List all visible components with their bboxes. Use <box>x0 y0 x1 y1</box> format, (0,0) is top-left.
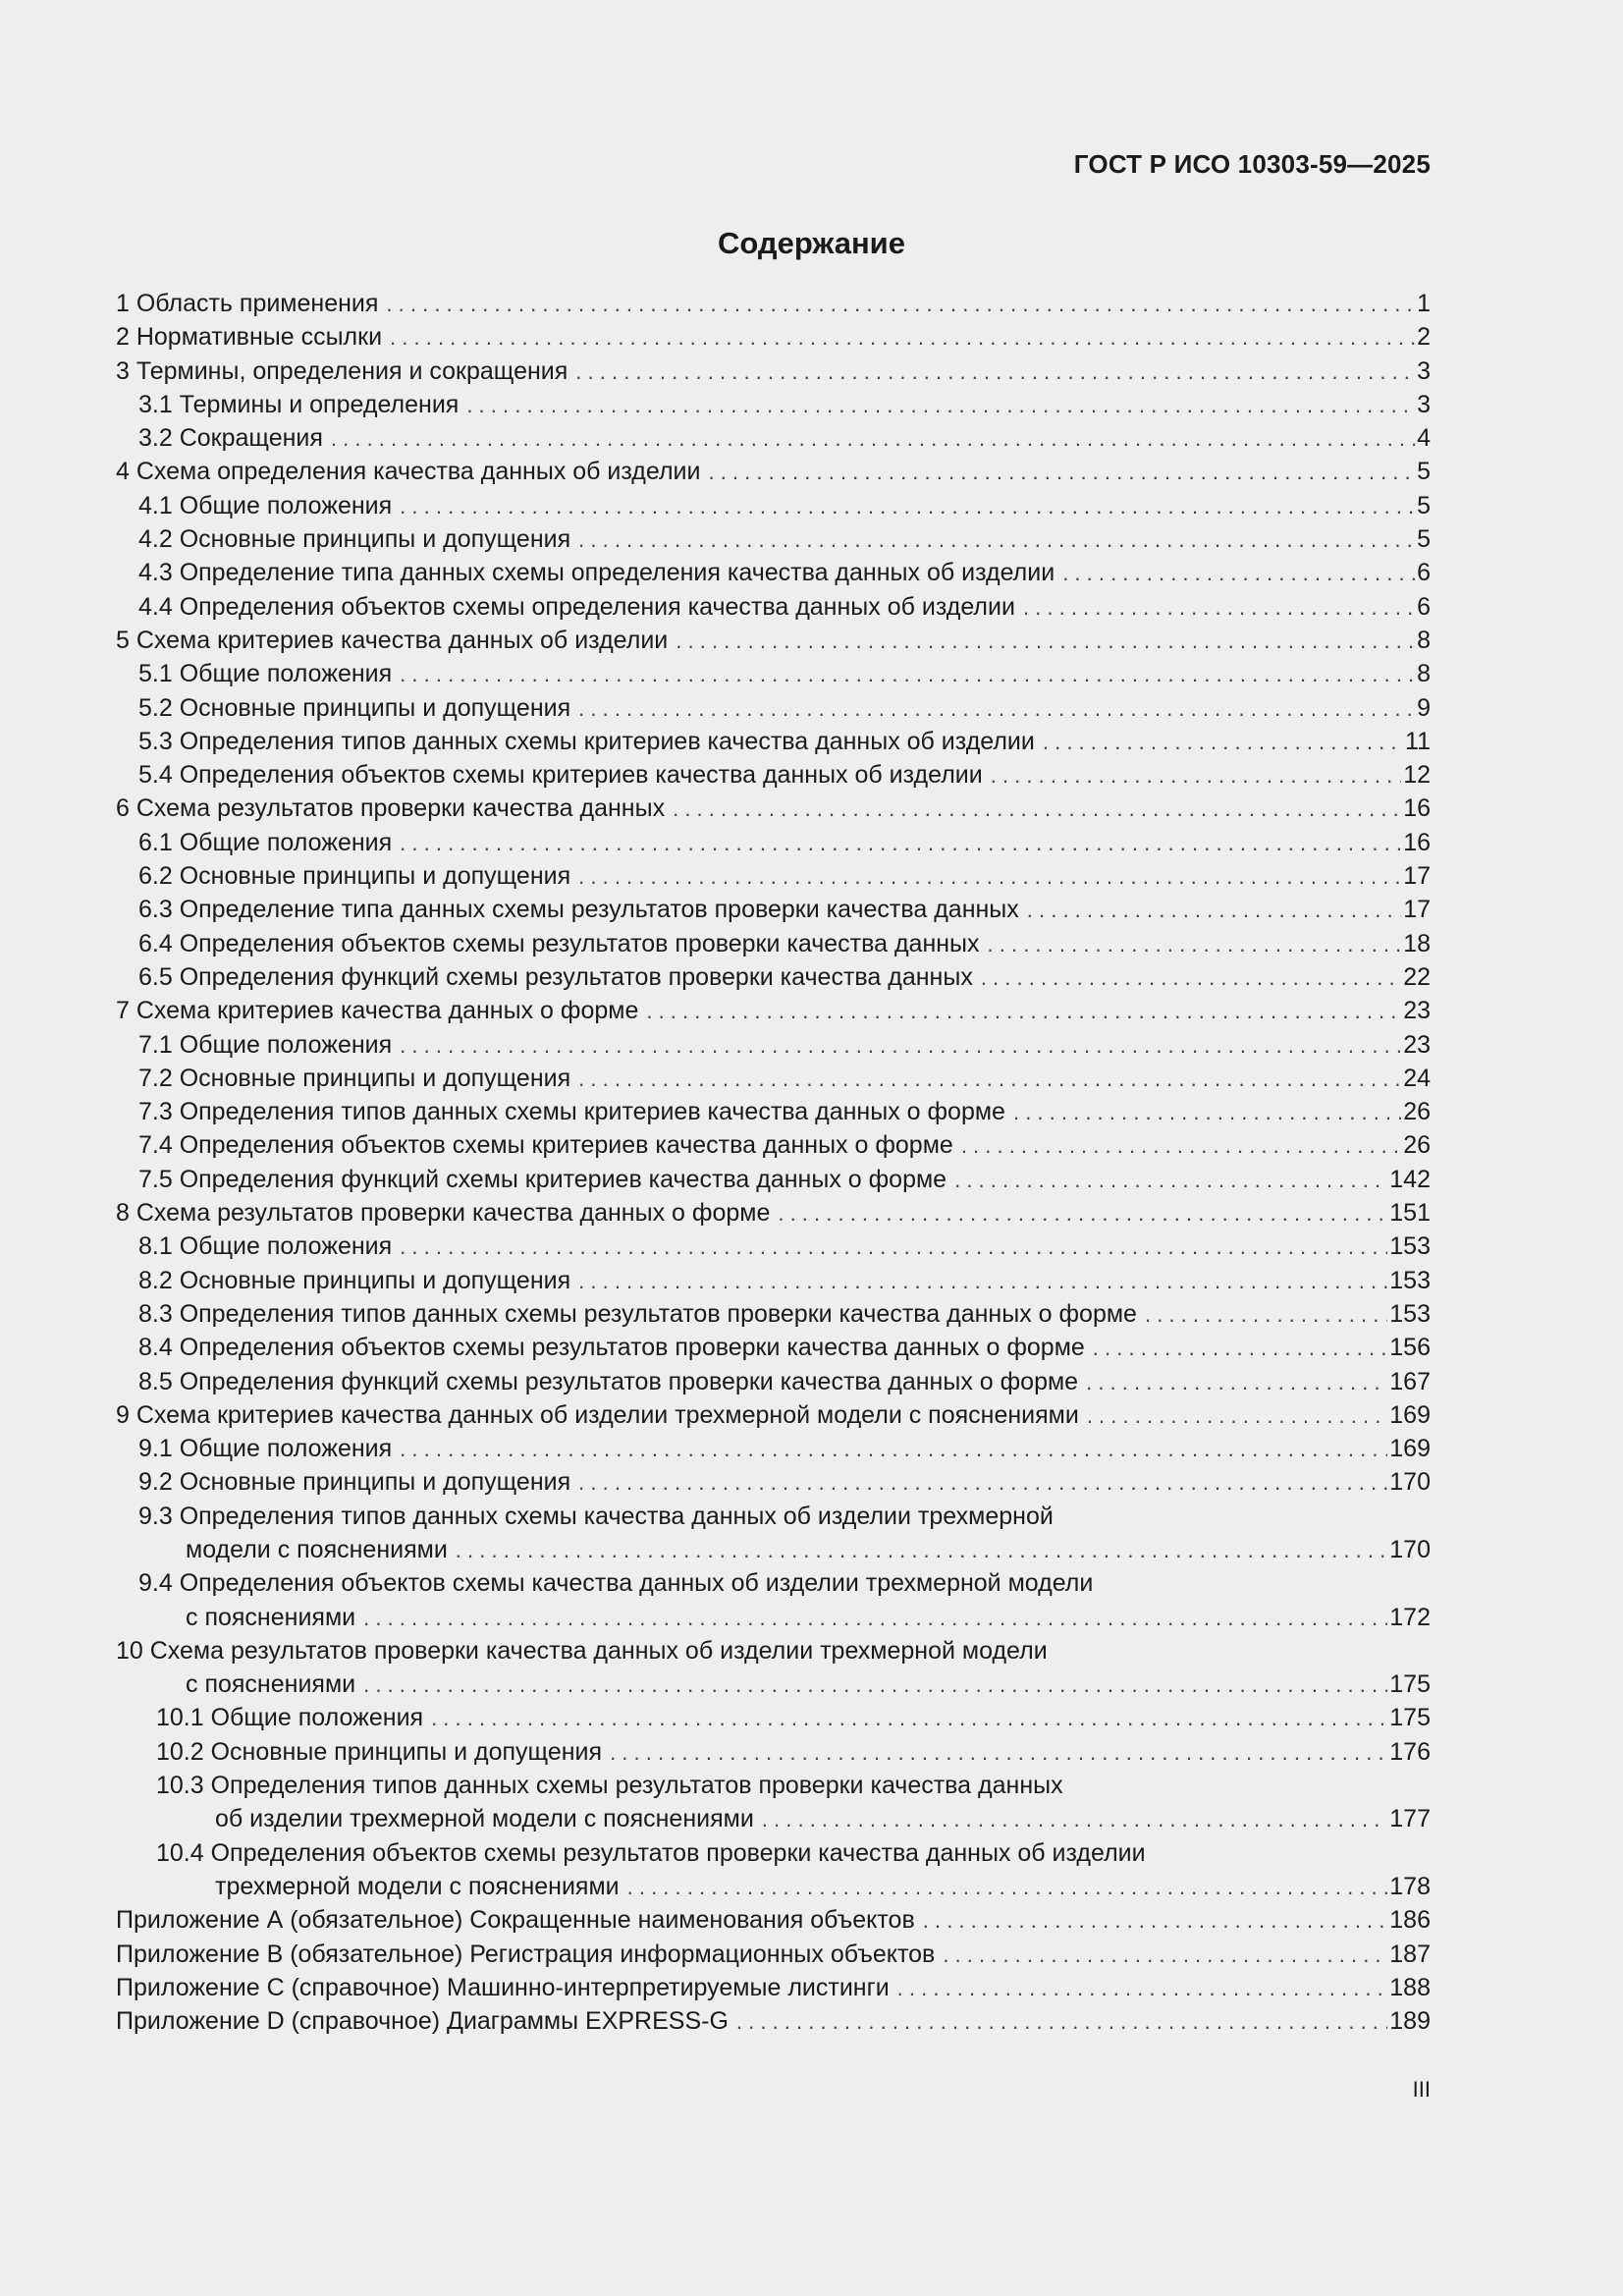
toc-entry[interactable] <box>116 1769 1431 1802</box>
toc-leader-dots <box>1062 557 1415 590</box>
toc-entry-page: 189 <box>1389 2007 1431 2036</box>
toc-leader-dots <box>400 1029 1401 1063</box>
toc-entry-title: 6.4 Определения объектов схемы результатов проверки качества данных <box>138 929 980 957</box>
toc-entry[interactable] <box>116 1297 1431 1331</box>
toc-entry-page: 153 <box>1389 1299 1431 1328</box>
toc-entry-page: 178 <box>1389 1872 1431 1900</box>
toc-entry-title: 4.4 Определения объектов схемы определения качества данных об изделии <box>138 592 1015 621</box>
toc-leader-dots <box>466 389 1415 422</box>
toc-entry[interactable] <box>116 758 1431 792</box>
toc-entry-title: 7.1 Общие положения <box>138 1030 393 1059</box>
toc-leader-dots <box>961 1129 1401 1163</box>
toc-entry-title: 10.2 Основные принципы и допущения <box>156 1737 603 1766</box>
toc-entry[interactable] <box>116 960 1431 994</box>
toc-entry[interactable] <box>116 1870 1431 1903</box>
toc-leader-dots <box>943 1939 1387 1972</box>
toc-entry[interactable] <box>116 1634 1431 1667</box>
toc-entry[interactable] <box>116 1971 1431 2004</box>
toc-entry-page: 23 <box>1403 1030 1431 1059</box>
toc-entry[interactable] <box>116 826 1431 859</box>
toc-entry[interactable] <box>116 725 1431 758</box>
toc-entry[interactable] <box>116 691 1431 725</box>
toc-leader-dots <box>991 759 1401 793</box>
toc-entry-page: 26 <box>1403 1098 1431 1126</box>
toc-leader-dots <box>400 490 1415 523</box>
toc-entry-page: 170 <box>1389 1468 1431 1497</box>
toc-entry[interactable] <box>116 1196 1431 1230</box>
toc-entry-page: 24 <box>1403 1064 1431 1092</box>
toc-entry-title: 3.2 Сокращения <box>138 424 323 453</box>
toc-entry-page: 16 <box>1403 828 1431 856</box>
toc-entry-page: 186 <box>1389 1906 1431 1935</box>
toc-leader-dots <box>456 1534 1387 1567</box>
toc-entry-title: Приложение D (справочное) Диаграммы EXPRESS-G <box>116 2007 729 2036</box>
toc-leader-dots <box>578 1466 1387 1500</box>
toc-entry[interactable] <box>116 1667 1431 1701</box>
toc-entry-page: 156 <box>1389 1334 1431 1362</box>
toc-entry-page: 9 <box>1417 693 1431 722</box>
toc-leader-dots <box>578 523 1415 557</box>
toc-entry[interactable] <box>116 522 1431 556</box>
toc-entry[interactable] <box>116 1465 1431 1499</box>
toc-leader-dots <box>578 860 1401 894</box>
toc-entry-title: Приложение В (обязательное) Регистрация информационных объектов <box>116 1940 936 1968</box>
toc-leader-dots <box>676 625 1415 658</box>
toc-entry[interactable] <box>116 1500 1431 1533</box>
toc-entry-title: 8.4 Определения объектов схемы результатов проверки качества данных о форме <box>138 1334 1085 1362</box>
toc-entry[interactable] <box>116 927 1431 960</box>
toc-leader-dots <box>578 1265 1387 1298</box>
toc-leader-dots <box>1023 591 1415 625</box>
toc-entry-page: 153 <box>1389 1266 1431 1294</box>
toc-leader-dots <box>363 1668 1387 1702</box>
toc-entry-title: 7.4 Определения объектов схемы критериев качества данных о форме <box>138 1131 953 1160</box>
toc-entry-title: 9 Схема критериев качества данных об изделии трехмерной модели с пояснениями <box>116 1400 1079 1429</box>
toc-entry[interactable] <box>116 556 1431 589</box>
toc-leader-dots <box>923 1904 1388 1938</box>
toc-entry[interactable] <box>116 994 1431 1027</box>
toc-entry[interactable] <box>116 1802 1431 1835</box>
toc-entry-title: с пояснениями <box>186 1603 356 1631</box>
toc-entry-page: 18 <box>1403 929 1431 957</box>
toc-entry-page: 8 <box>1417 626 1431 654</box>
toc-entry-page: 188 <box>1389 1973 1431 2001</box>
toc-leader-dots <box>736 2005 1387 2039</box>
toc-leader-dots <box>673 793 1401 826</box>
toc-entry-page: 187 <box>1389 1940 1431 1968</box>
toc-entry-page: 4 <box>1417 424 1431 453</box>
toc-entry-page: 12 <box>1403 761 1431 790</box>
toc-entry[interactable] <box>116 657 1431 690</box>
toc-entry-page: 175 <box>1389 1704 1431 1732</box>
toc-entry-page: 142 <box>1389 1165 1431 1193</box>
toc-entry[interactable] <box>116 624 1431 657</box>
toc-entry[interactable] <box>116 455 1431 488</box>
toc-entry-page: 2 <box>1417 323 1431 352</box>
toc-entry[interactable] <box>116 1163 1431 1196</box>
toc-entry-page: 169 <box>1389 1435 1431 1463</box>
toc-entry-title: 10.1 Общие положения <box>156 1704 424 1732</box>
toc-entry[interactable] <box>116 287 1431 320</box>
toc-entry-title: 8.1 Общие положения <box>138 1232 393 1261</box>
toc-entry[interactable] <box>116 1331 1431 1364</box>
toc-entry-title: 5.1 Общие положения <box>138 660 393 688</box>
toc-entry[interactable] <box>116 1432 1431 1465</box>
page-title: Содержание <box>718 226 905 260</box>
toc-entry-title: 4.3 Определение типа данных схемы определения качества данных об изделии <box>138 559 1055 587</box>
toc-entry[interactable] <box>116 1062 1431 1095</box>
toc-entry-title: 4.1 Общие положения <box>138 491 393 519</box>
toc-entry-title: 5.3 Определения типов данных схемы критериев качества данных об изделии <box>138 727 1035 755</box>
toc-entry-title: 8.2 Основные принципы и допущения <box>138 1266 571 1294</box>
toc-entry[interactable] <box>116 1533 1431 1566</box>
toc-entry-title: Приложение С (справочное) Машинно-интерпретируемые листинги <box>116 1973 890 2001</box>
toc-entry[interactable] <box>116 1264 1431 1297</box>
toc-leader-dots <box>708 456 1415 489</box>
toc-entry-title: 10.3 Определения типов данных схемы результатов проверки качества данных <box>156 1772 1063 1800</box>
toc-entry-title: 7.3 Определения типов данных схемы критериев качества данных о форме <box>138 1098 1005 1126</box>
toc-leader-dots <box>578 692 1415 726</box>
toc-entry-title: 1 Область применения <box>116 290 379 317</box>
table-of-contents <box>116 287 1431 2038</box>
toc-entry-page: 3 <box>1417 390 1431 418</box>
toc-entry[interactable] <box>116 893 1431 926</box>
toc-entry-page: 17 <box>1403 896 1431 924</box>
toc-leader-dots <box>331 422 1415 456</box>
toc-entry-page: 6 <box>1417 592 1431 621</box>
toc-entry-page: 1 <box>1417 290 1431 317</box>
toc-entry-title: 7.2 Основные принципы и допущения <box>138 1064 571 1092</box>
toc-entry[interactable] <box>116 1903 1431 1937</box>
toc-leader-dots <box>778 1197 1387 1230</box>
toc-entry-title: 6.1 Общие положения <box>138 828 393 856</box>
toc-entry-page: 3 <box>1417 356 1431 385</box>
toc-entry[interactable] <box>116 792 1431 825</box>
toc-entry-page: 176 <box>1389 1737 1431 1766</box>
standard-number: ГОСТ Р ИСО 10303-59—2025 <box>1073 149 1431 179</box>
toc-leader-dots <box>1093 1332 1387 1365</box>
toc-entry[interactable] <box>116 1095 1431 1128</box>
toc-entry-page: 169 <box>1389 1400 1431 1429</box>
toc-entry-page: 153 <box>1389 1232 1431 1261</box>
toc-entry-title: 7 Схема критериев качества данных о форме <box>116 997 639 1025</box>
toc-entry-title: 4 Схема определения качества данных об изделии <box>116 458 701 486</box>
toc-entry-page: 26 <box>1403 1131 1431 1160</box>
toc-entry-title: с пояснениями <box>186 1670 356 1699</box>
toc-entry[interactable] <box>116 388 1431 421</box>
toc-entry-title: 8 Схема результатов проверки качества данных о форме <box>116 1199 771 1228</box>
toc-entry[interactable] <box>116 590 1431 624</box>
toc-entry-title: 5.4 Определения объектов схемы критериев качества данных об изделии <box>138 761 983 790</box>
toc-entry[interactable] <box>116 1735 1431 1769</box>
toc-leader-dots <box>897 1972 1388 2005</box>
toc-entry[interactable] <box>116 355 1431 388</box>
toc-entry-title: трехмерной модели с пояснениями <box>215 1872 620 1900</box>
toc-entry[interactable] <box>116 1701 1431 1734</box>
toc-entry[interactable] <box>116 1028 1431 1062</box>
toc-leader-dots <box>1086 1366 1387 1399</box>
toc-entry-page: 175 <box>1389 1670 1431 1699</box>
toc-entry-title: 6.2 Основные принципы и допущения <box>138 862 571 891</box>
toc-entry-page: 170 <box>1389 1535 1431 1563</box>
toc-leader-dots <box>400 658 1415 691</box>
toc-entry-title: Приложение А (обязательное) Сокращенные наименования объектов <box>116 1906 915 1935</box>
toc-leader-dots <box>1013 1096 1401 1129</box>
toc-entry-page: 6 <box>1417 559 1431 587</box>
toc-entry-title: 5 Схема критериев качества данных об изделии <box>116 626 669 654</box>
toc-entry-page: 22 <box>1403 962 1431 991</box>
toc-leader-dots <box>1027 894 1401 927</box>
toc-leader-dots <box>762 1803 1387 1836</box>
toc-leader-dots <box>1145 1298 1387 1332</box>
toc-entry-title: 2 Нормативные ссылки <box>116 323 383 352</box>
toc-leader-dots <box>363 1602 1387 1635</box>
toc-leader-dots <box>386 288 1415 321</box>
toc-entry-page: 151 <box>1389 1199 1431 1228</box>
toc-entry-title: 8.5 Определения функций схемы результатов проверки качества данных о форме <box>138 1367 1079 1395</box>
toc-entry[interactable] <box>116 1601 1431 1634</box>
toc-leader-dots <box>1043 726 1403 759</box>
toc-entry[interactable] <box>116 859 1431 893</box>
toc-leader-dots <box>954 1164 1387 1197</box>
toc-entry-title: модели с пояснениями <box>186 1535 448 1563</box>
toc-entry-title: 6.3 Определение типа данных схемы результатов проверки качества данных <box>138 896 1019 924</box>
toc-entry-title: 3 Термины, определения и сокращения <box>116 356 568 385</box>
toc-entry-title: об изделии трехмерной модели с пояснениями <box>215 1805 754 1833</box>
toc-entry-title: 10 Схема результатов проверки качества данных об изделии трехмерной модели <box>116 1636 1048 1665</box>
toc-leader-dots <box>390 321 1415 355</box>
toc-entry-title: 9.4 Определения объектов схемы качества данных об изделии трехмерной модели <box>138 1569 1094 1598</box>
toc-entry-title: 9.1 Общие положения <box>138 1435 393 1463</box>
toc-entry-page: 167 <box>1389 1367 1431 1395</box>
toc-entry[interactable] <box>116 421 1431 455</box>
toc-entry[interactable] <box>116 1938 1431 1971</box>
toc-entry-page: 8 <box>1417 660 1431 688</box>
toc-entry-title: 6.5 Определения функций схемы результатов проверки качества данных <box>138 962 973 991</box>
toc-entry-title: 4.2 Основные принципы и допущения <box>138 525 571 554</box>
page-number: III <box>1412 2077 1431 2102</box>
toc-entry[interactable] <box>116 1230 1431 1263</box>
toc-leader-dots <box>400 1433 1387 1466</box>
toc-entry[interactable] <box>116 1128 1431 1162</box>
toc-entry-title: 9.2 Основные принципы и допущения <box>138 1468 571 1497</box>
toc-leader-dots <box>578 1063 1401 1096</box>
toc-entry-page: 5 <box>1417 525 1431 554</box>
toc-leader-dots <box>627 1871 1388 1904</box>
toc-entry-title: 10.4 Определения объектов схемы результатов проверки качества данных об изделии <box>156 1838 1146 1867</box>
toc-leader-dots <box>431 1702 1387 1735</box>
toc-leader-dots <box>400 1230 1387 1264</box>
toc-entry[interactable] <box>116 1566 1431 1600</box>
toc-leader-dots <box>400 827 1401 860</box>
toc-leader-dots <box>646 995 1401 1028</box>
toc-entry-title: 6 Схема результатов проверки качества данных <box>116 794 666 823</box>
toc-leader-dots <box>610 1736 1387 1770</box>
toc-entry[interactable] <box>116 320 1431 354</box>
toc-entry-page: 23 <box>1403 997 1431 1025</box>
toc-leader-dots <box>988 928 1402 961</box>
toc-leader-dots <box>575 355 1415 389</box>
toc-entry-title: 9.3 Определения типов данных схемы качества данных об изделии трехмерной <box>138 1502 1054 1530</box>
toc-leader-dots <box>1087 1399 1387 1433</box>
toc-entry-page: 172 <box>1389 1603 1431 1631</box>
toc-entry-title: 8.3 Определения типов данных схемы результатов проверки качества данных о форме <box>138 1299 1137 1328</box>
toc-entry-title: 5.2 Основные принципы и допущения <box>138 693 571 722</box>
toc-entry-title: 7.5 Определения функций схемы критериев качества данных о форме <box>138 1165 947 1193</box>
toc-entry-page: 5 <box>1417 491 1431 519</box>
toc-entry[interactable] <box>116 1365 1431 1398</box>
toc-entry-page: 11 <box>1405 727 1431 755</box>
toc-entry[interactable] <box>116 489 1431 522</box>
toc-entry[interactable] <box>116 1398 1431 1432</box>
toc-entry-title: 3.1 Термины и определения <box>138 390 460 418</box>
toc-entry-page: 17 <box>1403 862 1431 891</box>
toc-entry-page: 177 <box>1389 1805 1431 1833</box>
toc-entry[interactable] <box>116 2004 1431 2038</box>
toc-entry-page: 16 <box>1403 794 1431 823</box>
toc-leader-dots <box>981 961 1401 995</box>
toc-entry[interactable] <box>116 1836 1431 1870</box>
toc-entry-page: 5 <box>1417 458 1431 486</box>
